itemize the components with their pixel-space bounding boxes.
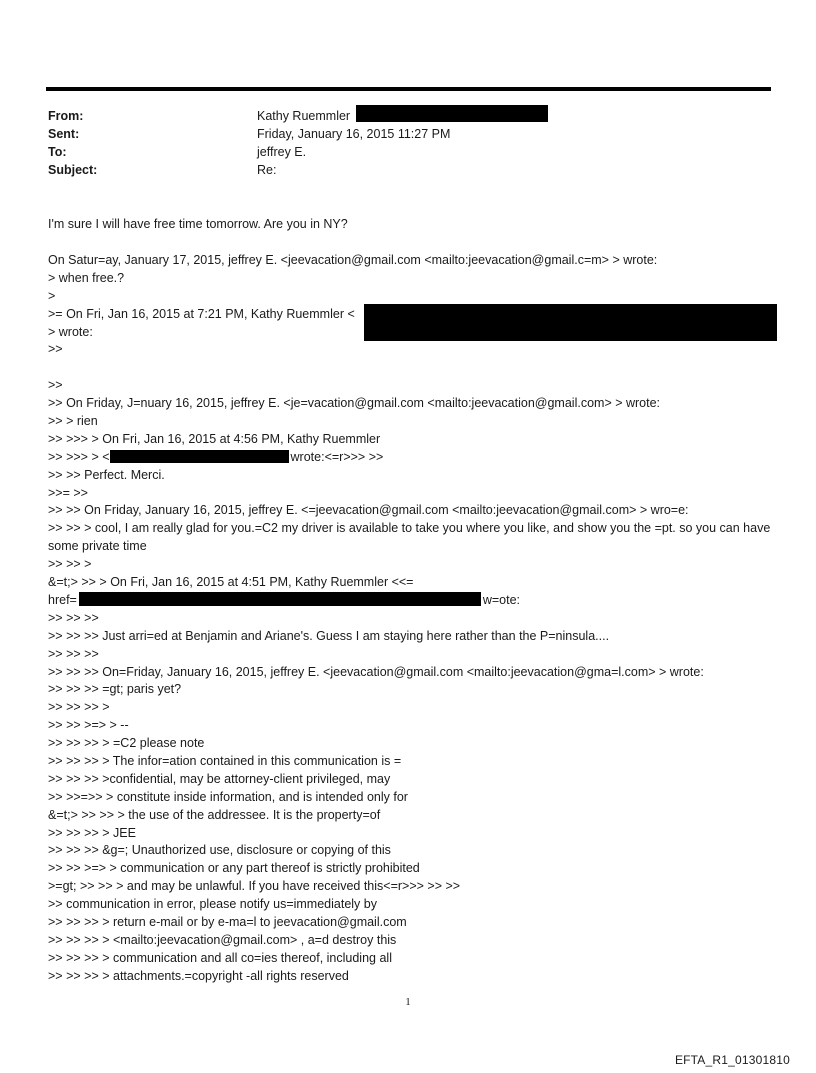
body-line bbox=[48, 359, 783, 377]
redaction-box bbox=[79, 592, 481, 606]
body-line: On Satur=ay, January 17, 2015, jeffrey E. <jeevacation@gmail.com <mailto:jeevacation@gmail.c=m> > wrote: bbox=[48, 253, 658, 267]
body-line: >> >> >> > attachments.=copyright -all rights reserved bbox=[48, 968, 349, 983]
body-line: >> >> >> Just arri=ed at Benjamin and Ariane's. Guess I am staying here rather than the P=ninsula.... bbox=[48, 628, 610, 643]
body-line: >> >> > cool, I am really glad for you.=C2 my driver is available to take you where you like, and show you the =pt. so you can have some private time bbox=[48, 521, 771, 554]
body-line bbox=[48, 592, 783, 610]
body-line: >> bbox=[48, 378, 63, 393]
body-line: >> >> >> &g=; Unauthorized use, disclosure or copying of this bbox=[48, 843, 391, 858]
body-line: >> >> >> bbox=[48, 646, 99, 661]
body-line: >> communication in error, please notify us=immediately by bbox=[48, 897, 377, 912]
body-line: >> >> >> =gt; paris yet? bbox=[48, 682, 182, 697]
body-line: >> bbox=[48, 342, 63, 357]
body-line: >> >> >> > The infor=ation contained in this communication is = bbox=[48, 753, 402, 768]
body-line: >> >> >> >confidential, may be attorney-client privileged, may bbox=[48, 771, 391, 786]
body-line: >> >> >> > communication and all co=ies thereof, including all bbox=[48, 950, 392, 965]
body-line: > when free.? bbox=[48, 270, 125, 285]
redaction-box bbox=[110, 450, 289, 463]
subject-label: Subject: bbox=[48, 163, 98, 177]
to-value: jeffrey E. bbox=[257, 145, 307, 159]
body-line: >> >> >> > JEE bbox=[48, 825, 136, 840]
body-line: I'm sure I will have free time tomorrow. Are you in NY? bbox=[48, 217, 348, 231]
header-rule bbox=[46, 87, 771, 91]
subject-value: Re: bbox=[257, 163, 277, 177]
body-line: >= On Fri, Jan 16, 2015 at 7:21 PM, Kathy Ruemmler < bbox=[48, 306, 355, 321]
body-line-start: href= bbox=[48, 592, 77, 607]
body-line: >> >> >> On=Friday, January 16, 2015, jeffrey E. <jeevacation@gmail.com <mailto:jeevacation@gma=l.com> > wrote: bbox=[48, 664, 704, 679]
sent-label: Sent: bbox=[48, 127, 80, 141]
to-label: To: bbox=[48, 145, 67, 159]
body-line: >=gt; >> >> > and may be unlawful. If you have received this<=r>>> >> >> bbox=[48, 879, 461, 894]
body-line: &=t;> >> > On Fri, Jan 16, 2015 at 4:51 PM, Kathy Ruemmler <<= bbox=[48, 575, 414, 590]
sent-value: Friday, January 16, 2015 11:27 PM bbox=[257, 127, 451, 141]
body-line: > bbox=[48, 288, 56, 303]
redaction-box bbox=[356, 105, 548, 122]
from-value: Kathy Ruemmler bbox=[257, 109, 351, 123]
from-label: From: bbox=[48, 109, 84, 123]
body-line: >> >> >=> > -- bbox=[48, 718, 129, 733]
body-line: >>= >> bbox=[48, 485, 88, 500]
body-line: >> > rien bbox=[48, 414, 98, 429]
body-line: >> >> On Friday, January 16, 2015, jeffrey E. <=jeevacation@gmail.com <mailto:jeevacation@gmail.com> > wro=e: bbox=[48, 503, 689, 518]
body-line: &=t;> >> >> > the use of the addressee. It is the property=of bbox=[48, 807, 381, 822]
body-line: >> >> >=> > communication or any part thereof is strictly prohibited bbox=[48, 861, 420, 876]
opening-line bbox=[48, 216, 783, 234]
body-line: > wrote: bbox=[48, 324, 93, 339]
redaction-box bbox=[364, 304, 777, 341]
email-body bbox=[48, 252, 783, 986]
body-line: >> >> Perfect. Merci. bbox=[48, 467, 165, 482]
body-line: >> >> >> > bbox=[48, 700, 110, 715]
body-line-start: >> >>> > < bbox=[48, 449, 110, 464]
page-number: 1 bbox=[405, 996, 411, 1008]
body-line bbox=[48, 449, 783, 467]
body-line: >> >>> > On Fri, Jan 16, 2015 at 4:56 PM, Kathy Ruemmler bbox=[48, 431, 381, 446]
body-line-tail: w=ote: bbox=[482, 592, 521, 607]
body-line: >> >> >> > return e-mail or by e-ma=l to jeevacation@gmail.com bbox=[48, 914, 407, 929]
body-line-tail: wrote:<=r>>> >> bbox=[290, 449, 384, 464]
body-line: >> >>=>> > constitute inside information, and is intended only for bbox=[48, 789, 408, 804]
body-line: >> >> >> > =C2 please note bbox=[48, 736, 205, 751]
body-line: >> >> >> > <mailto:jeevacation@gmail.com> , a=d destroy this bbox=[48, 932, 397, 947]
bates-number: EFTA_R1_01301810 bbox=[674, 1053, 790, 1067]
body-line: >> On Friday, J=nuary 16, 2015, jeffrey E. <je=vacation@gmail.com <mailto:jeevacation@gmail.com> > wrote: bbox=[48, 396, 661, 411]
body-line: >> >> >> bbox=[48, 610, 99, 625]
body-line: >> >> > bbox=[48, 557, 92, 572]
